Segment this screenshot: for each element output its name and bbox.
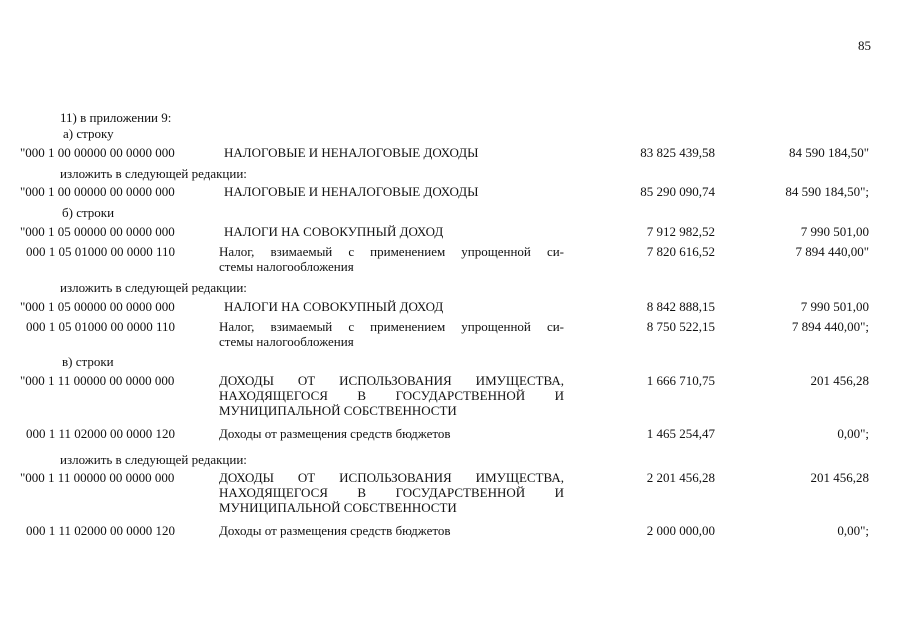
revenue-name-line: МУНИЦИПАЛЬНОЙ СОБСТВЕННОСТИ bbox=[219, 403, 457, 418]
replace-instruction: изложить в следующей редакции: bbox=[60, 452, 247, 467]
amount-year-2: 7 894 440,00" bbox=[795, 244, 869, 259]
amount-year-1: 2 201 456,28 bbox=[646, 470, 715, 485]
amount-year-1: 2 000 000,00 bbox=[646, 523, 715, 538]
revenue-name bbox=[219, 470, 564, 515]
item-c-label: в) строки bbox=[62, 354, 114, 369]
revenue-name-line: НАХОДЯЩЕГОСЯ В ГОСУДАРСТВЕННОЙ И bbox=[219, 485, 564, 500]
amount-year-1: 85 290 090,74 bbox=[640, 184, 715, 199]
revenue-name-line: стемы налогообложения bbox=[219, 334, 354, 349]
revenue-name-line: Налог, взимаемый с применением упрощенной си- bbox=[219, 244, 564, 259]
budget-code: "000 1 05 00000 00 0000 000 bbox=[20, 224, 175, 239]
revenue-name bbox=[219, 319, 564, 349]
amount-year-2: 0,00"; bbox=[837, 523, 869, 538]
revenue-name-line: ДОХОДЫ ОТ ИСПОЛЬЗОВАНИЯ ИМУЩЕСТВА, bbox=[219, 373, 564, 388]
amount-year-1: 7 820 616,52 bbox=[646, 244, 715, 259]
replace-instruction: изложить в следующей редакции: bbox=[60, 280, 247, 295]
amount-year-1: 83 825 439,58 bbox=[640, 145, 715, 160]
revenue-name: НАЛОГОВЫЕ И НЕНАЛОГОВЫЕ ДОХОДЫ bbox=[224, 184, 479, 199]
amount-year-2: 7 990 501,00 bbox=[800, 299, 869, 314]
amount-year-2: 84 590 184,50"; bbox=[785, 184, 869, 199]
revenue-name-line: МУНИЦИПАЛЬНОЙ СОБСТВЕННОСТИ bbox=[219, 500, 457, 515]
budget-code: "000 1 00 00000 00 0000 000 bbox=[20, 145, 175, 160]
amount-year-2: 201 456,28 bbox=[810, 373, 869, 388]
revenue-name bbox=[219, 244, 564, 274]
amount-year-2: 0,00"; bbox=[837, 426, 869, 441]
revenue-name-line: Налог, взимаемый с применением упрощенной си- bbox=[219, 319, 564, 334]
revenue-name-line: ДОХОДЫ ОТ ИСПОЛЬЗОВАНИЯ ИМУЩЕСТВА, bbox=[219, 470, 564, 485]
budget-code: "000 1 05 00000 00 0000 000 bbox=[20, 299, 175, 314]
budget-code: "000 1 11 00000 00 0000 000 bbox=[20, 373, 175, 388]
revenue-name bbox=[219, 373, 564, 418]
budget-code: 000 1 11 02000 00 0000 120 bbox=[26, 523, 176, 538]
amount-year-2: 7 990 501,00 bbox=[800, 224, 869, 239]
item-a-label: а) строку bbox=[63, 126, 114, 141]
amount-year-1: 8 750 522,15 bbox=[646, 319, 715, 334]
budget-code: "000 1 11 00000 00 0000 000 bbox=[20, 470, 175, 485]
revenue-name-line: стемы налогообложения bbox=[219, 259, 354, 274]
revenue-name: Доходы от размещения средств бюджетов bbox=[219, 426, 451, 441]
budget-code: 000 1 05 01000 00 0000 110 bbox=[26, 319, 176, 334]
amount-year-2: 84 590 184,50" bbox=[788, 145, 869, 160]
amount-year-2: 7 894 440,00"; bbox=[791, 319, 869, 334]
revenue-name: НАЛОГОВЫЕ И НЕНАЛОГОВЫЕ ДОХОДЫ bbox=[224, 145, 479, 160]
amount-year-2: 201 456,28 bbox=[810, 470, 869, 485]
amount-year-1: 8 842 888,15 bbox=[646, 299, 715, 314]
revenue-name: Доходы от размещения средств бюджетов bbox=[219, 523, 451, 538]
amount-year-1: 7 912 982,52 bbox=[646, 224, 715, 239]
page-number: 85 bbox=[858, 38, 871, 53]
budget-code: 000 1 05 01000 00 0000 110 bbox=[26, 244, 176, 259]
item-b-label: б) строки bbox=[62, 205, 115, 220]
revenue-name: НАЛОГИ НА СОВОКУПНЫЙ ДОХОД bbox=[224, 224, 444, 239]
budget-code: 000 1 11 02000 00 0000 120 bbox=[26, 426, 176, 441]
revenue-name-line: НАХОДЯЩЕГОСЯ В ГОСУДАРСТВЕННОЙ И bbox=[219, 388, 564, 403]
budget-code: "000 1 00 00000 00 0000 000 bbox=[20, 184, 175, 199]
section-heading: 11) в приложении 9: bbox=[60, 110, 172, 125]
revenue-name: НАЛОГИ НА СОВОКУПНЫЙ ДОХОД bbox=[224, 299, 444, 314]
amount-year-1: 1 465 254,47 bbox=[646, 426, 715, 441]
replace-instruction: изложить в следующей редакции: bbox=[60, 166, 247, 181]
amount-year-1: 1 666 710,75 bbox=[646, 373, 715, 388]
